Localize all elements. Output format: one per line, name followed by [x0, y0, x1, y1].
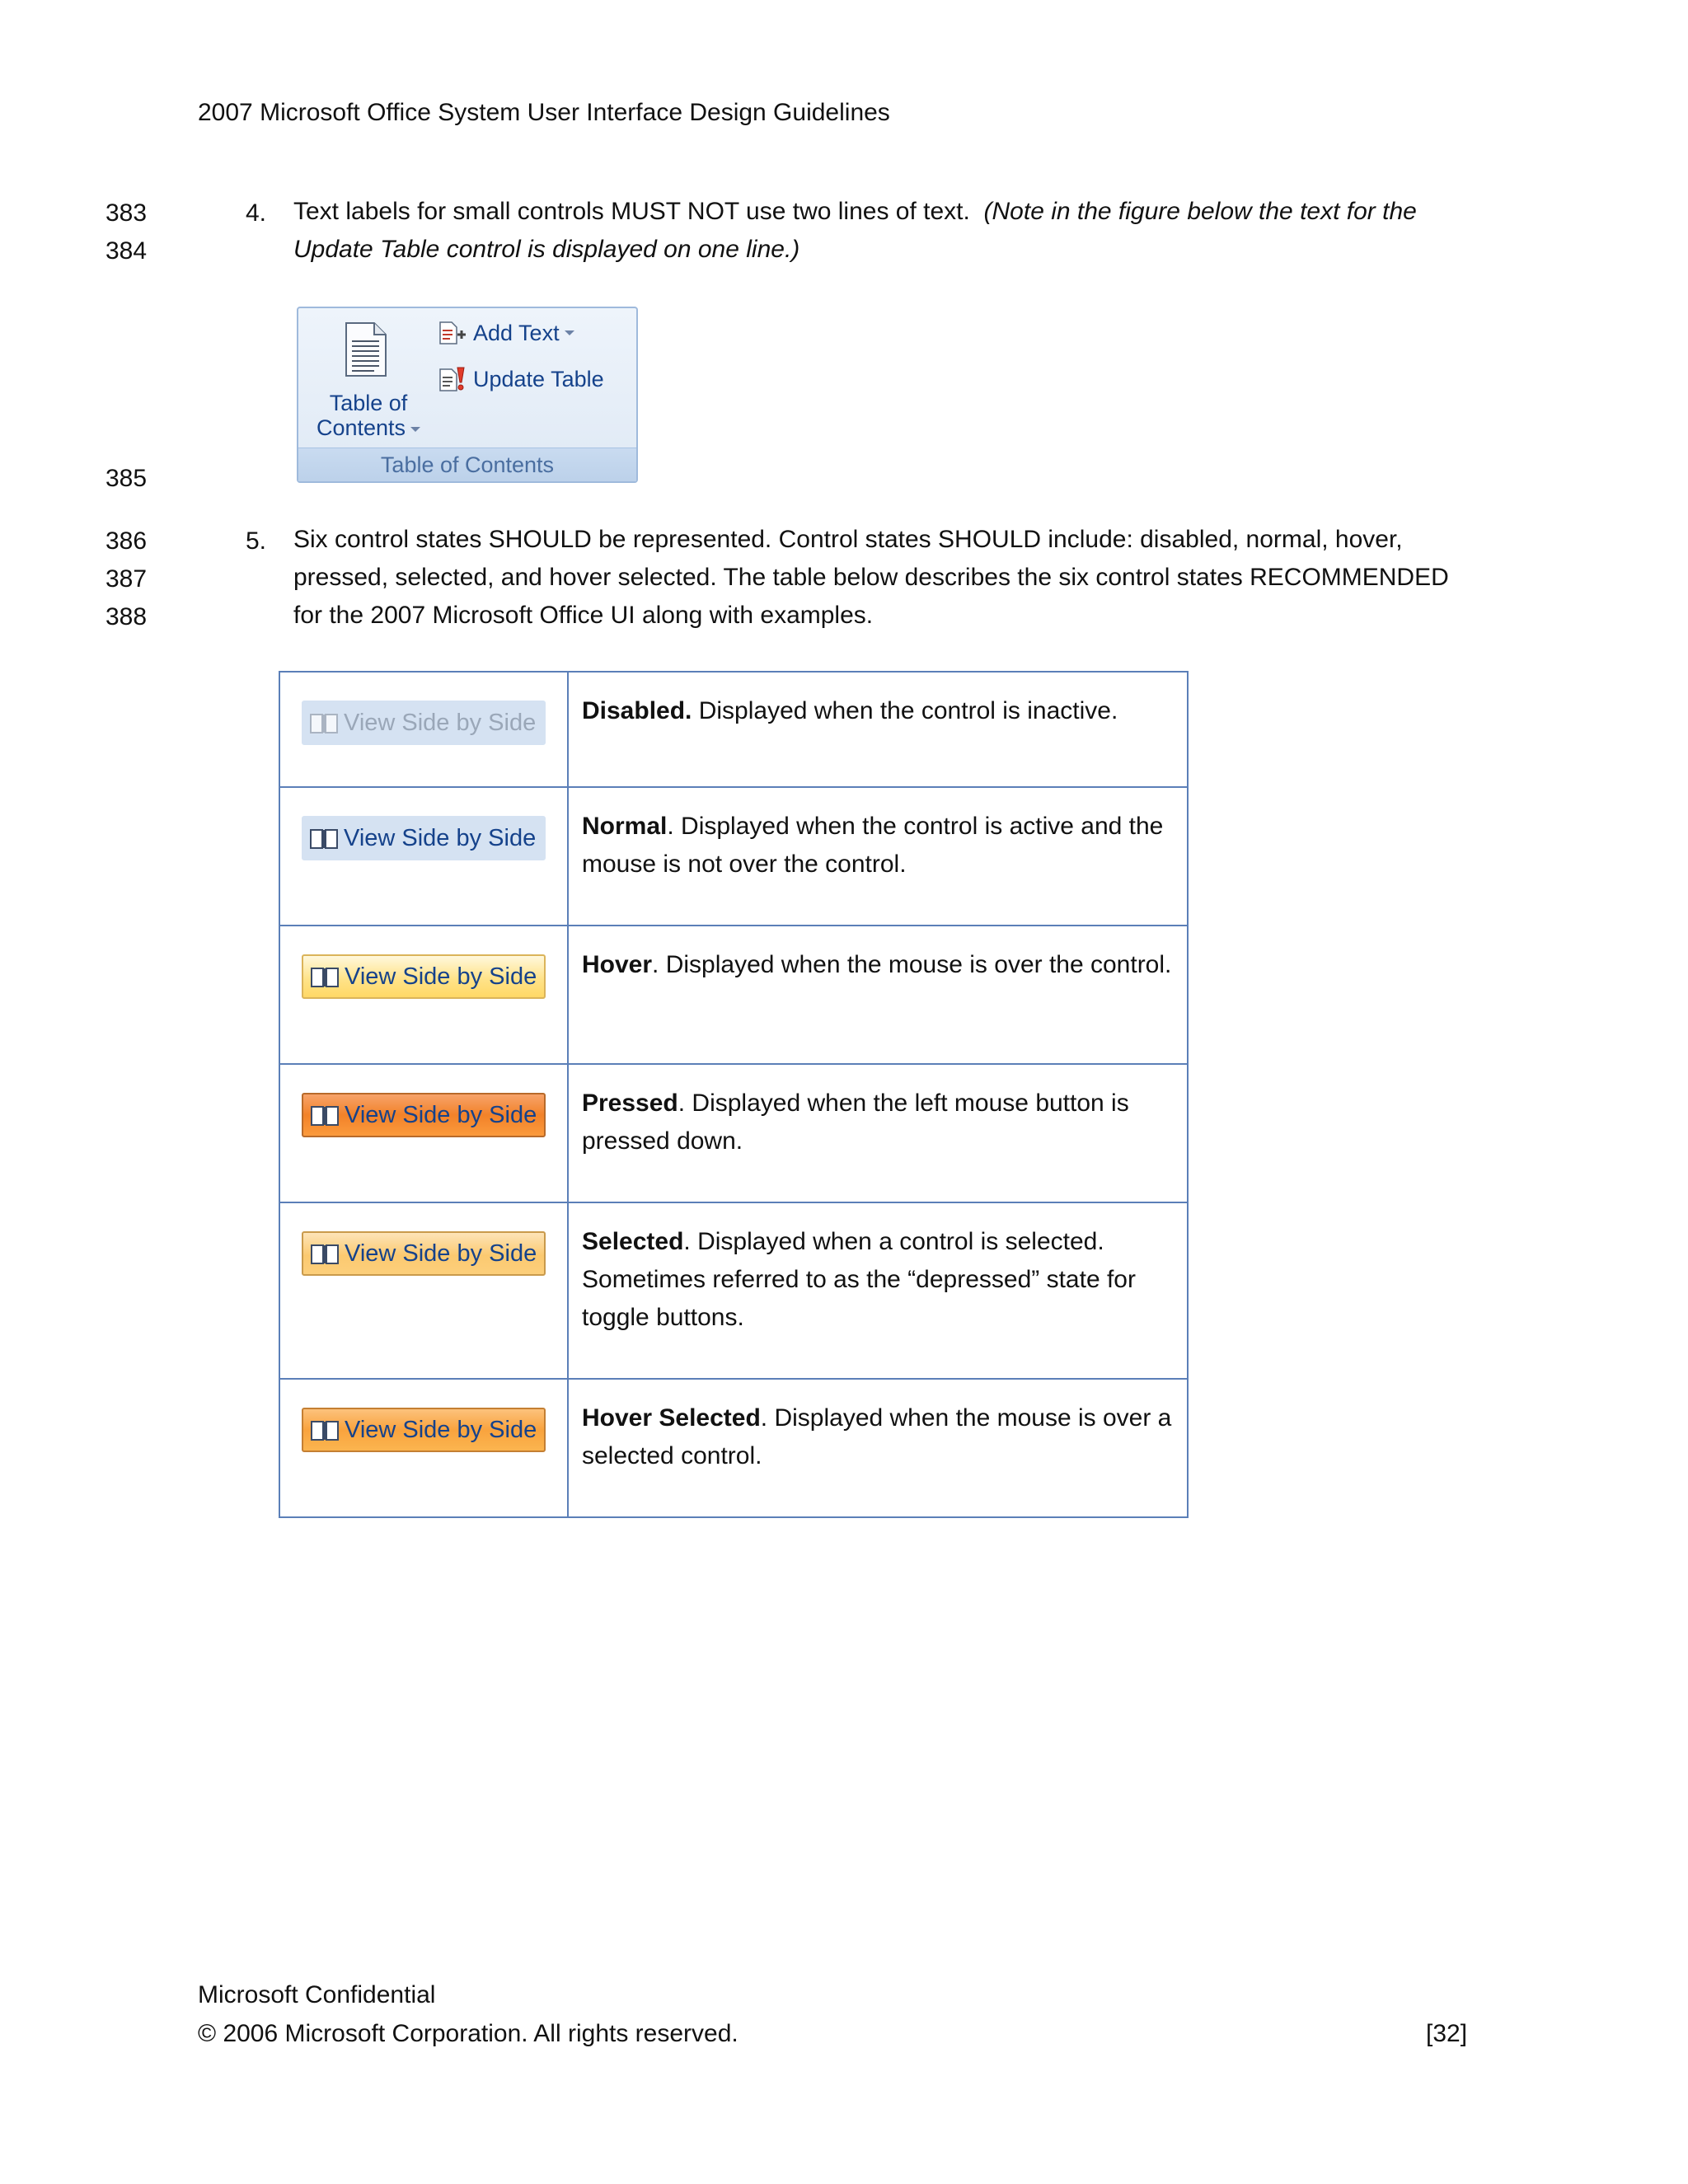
table-row [279, 1202, 1188, 1379]
button-label: View Side by Side [345, 1417, 537, 1443]
state-name: Selected [582, 1228, 684, 1255]
button-label: View Side by Side [344, 825, 537, 851]
dropdown-caret-icon [565, 330, 574, 335]
book-icon [309, 711, 339, 734]
state-name: Hover Selected [582, 1404, 761, 1432]
table-row [279, 787, 1188, 926]
table-of-contents-label-line1: Table of [329, 391, 408, 415]
book-icon [310, 965, 340, 988]
button-label: View Side by Side [345, 963, 537, 990]
view-side-by-side-button-pressed[interactable] [302, 1093, 546, 1137]
group-title: Table of Contents [298, 448, 636, 481]
view-side-by-side-button-disabled [302, 701, 546, 745]
state-description: . Displayed when the mouse is over a selected control. [582, 1404, 1172, 1469]
view-side-by-side-button-normal[interactable] [302, 816, 546, 860]
list-number: 5. [246, 527, 267, 555]
state-description: . Displayed when the mouse is over the control. [652, 951, 1172, 978]
state-description: . Displayed when the control is active and the mouse is not over the control. [582, 813, 1164, 878]
item4-note-line1: (Note in the figure below the text for the [983, 198, 1417, 225]
book-icon [310, 1418, 340, 1441]
add-text-label: Add Text [473, 320, 560, 345]
control-states-table [279, 671, 1189, 1518]
book-icon [309, 827, 339, 850]
line-number: 388 [106, 603, 148, 630]
view-side-by-side-button-hover-selected[interactable] [302, 1408, 546, 1452]
book-icon [310, 1104, 340, 1127]
line-number: 385 [106, 465, 148, 492]
state-name: Disabled. [582, 697, 692, 724]
update-table-button[interactable] [438, 363, 604, 396]
line-number: 386 [106, 527, 148, 555]
ribbon-group-table-of-contents [297, 307, 638, 483]
view-side-by-side-button-selected[interactable] [302, 1231, 546, 1276]
line-number: 387 [106, 565, 148, 593]
footer-confidential: Microsoft Confidential [198, 1981, 436, 2008]
add-text-button[interactable] [438, 316, 574, 349]
state-name: Normal [582, 813, 668, 840]
page-number: [32] [1426, 2020, 1468, 2047]
footer-copyright: © 2006 Microsoft Corporation. All rights reserved. [198, 2020, 738, 2047]
item4-note-line2: Update Table control is displayed on one line.) [293, 236, 800, 263]
item5-line: pressed, selected, and hover selected. The table below describes the six control states RECOMMENDED [293, 564, 1449, 591]
table-row [279, 672, 1188, 787]
state-description: . Displayed when the left mouse button is pressed down. [582, 1090, 1129, 1155]
document-icon [341, 320, 391, 379]
item4-paragraph [293, 193, 1417, 269]
line-number: 384 [106, 237, 148, 265]
table-row [279, 1064, 1188, 1202]
state-name: Hover [582, 951, 653, 978]
state-description: Displayed when the control is inactive. [692, 697, 1118, 724]
view-side-by-side-button-hover[interactable] [302, 954, 546, 999]
list-number: 4. [246, 199, 267, 227]
item5-line: for the 2007 Microsoft Office UI along with examples. [293, 602, 874, 629]
update-table-label: Update Table [473, 366, 604, 391]
item4-text: Text labels for small controls MUST NOT use two lines of text. [293, 198, 970, 225]
button-label: View Side by Side [345, 1102, 537, 1128]
state-description: . Displayed when a control is selected. Sometimes referred to as the “depressed” state for toggle buttons. [582, 1228, 1136, 1331]
add-text-icon [438, 321, 467, 345]
table-row [279, 1379, 1188, 1517]
button-label: View Side by Side [344, 710, 537, 736]
item5-paragraph [293, 521, 1449, 635]
state-name: Pressed [582, 1090, 678, 1117]
table-of-contents-button[interactable] [307, 391, 430, 440]
table-of-contents-label-line2: Contents [316, 415, 406, 440]
button-label: View Side by Side [345, 1240, 537, 1267]
line-number: 383 [106, 199, 148, 227]
update-table-icon [438, 366, 467, 392]
item5-line: Six control states SHOULD be represented. Control states SHOULD include: disabled, normal, hover, [293, 526, 1403, 553]
dropdown-caret-icon [410, 427, 420, 432]
book-icon [310, 1242, 340, 1265]
running-header: 2007 Microsoft Office System User Interface Design Guidelines [198, 99, 890, 126]
table-row [279, 926, 1188, 1064]
